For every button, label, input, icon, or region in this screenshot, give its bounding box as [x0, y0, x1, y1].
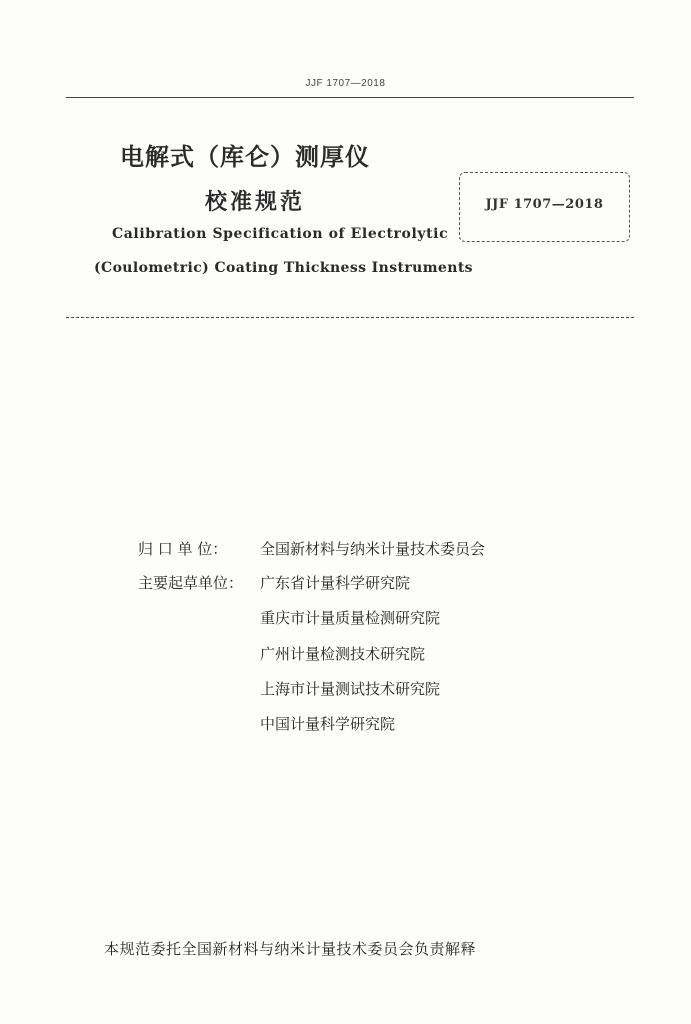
responsible-unit-label: 归 口 单 位：	[138, 540, 228, 558]
drafting-unit-label: 主要起草单位：	[138, 574, 244, 592]
drafting-unit-value: 广州计量检测技术研究院	[260, 645, 426, 663]
responsible-unit-value: 全国新材料与纳米计量技术委员会	[260, 540, 486, 558]
standard-code-box	[459, 172, 630, 242]
title-chinese-line-1: 电解式（库仑）测厚仪	[120, 142, 370, 171]
drafting-unit-value: 上海市计量测试技术研究院	[260, 680, 441, 698]
drafting-unit-value: 中国计量科学研究院	[260, 715, 396, 733]
drafting-unit-value: 重庆市计量质量检测研究院	[260, 609, 441, 627]
interpretation-note: 本规范委托全国新材料与纳米计量技术委员会负责解释	[104, 940, 477, 958]
title-english-line-1: Calibration Specification of Electrolytic	[112, 226, 449, 242]
drafting-unit-row	[260, 607, 440, 628]
header-standard-code: JJF 1707—2018	[305, 78, 386, 89]
title-divider	[66, 317, 634, 318]
drafting-unit-row	[260, 713, 395, 734]
drafting-unit-row	[260, 643, 425, 664]
responsible-unit-row	[138, 538, 485, 559]
title-english-line-2: (Coulometric) Coating Thickness Instruments	[94, 260, 473, 276]
drafting-unit-value: 广东省计量科学研究院	[260, 574, 411, 592]
drafting-unit-row	[260, 678, 440, 699]
standard-code-box-text: JJF 1707—2018	[485, 197, 604, 212]
title-chinese-line-2: 校准规范	[205, 189, 306, 215]
header-divider	[66, 97, 634, 98]
drafting-unit-row	[138, 572, 410, 593]
